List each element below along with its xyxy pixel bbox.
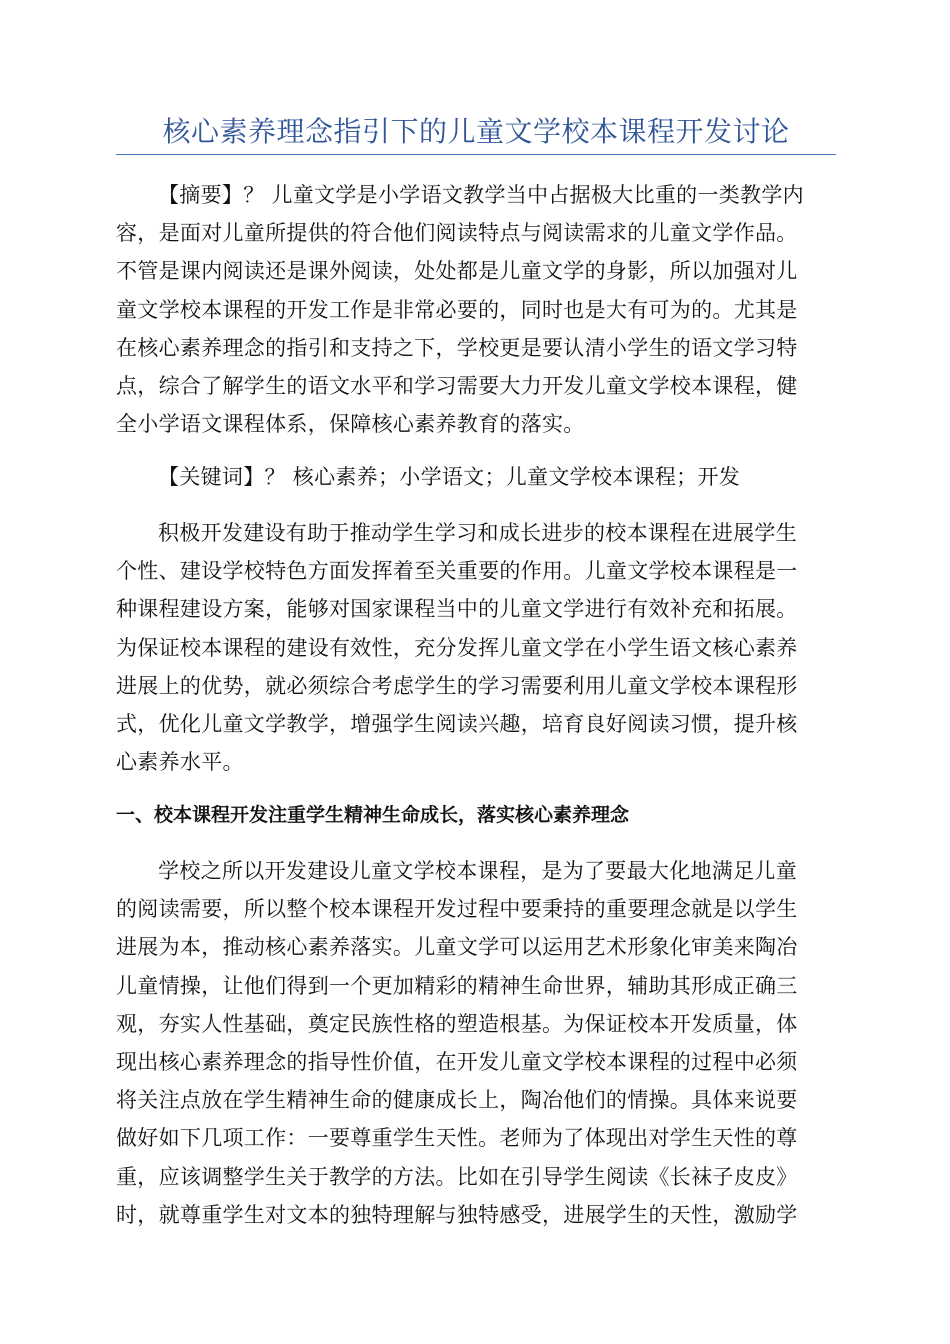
section1-line: 时，就尊重学生对文本的独特理解与独特感受，进展学生的天性，激励学 (116, 1202, 798, 1227)
keywords-line: 【关键词】？ 核心素养；小学语文；儿童文学校本课程；开发 (158, 465, 741, 489)
document-title: 核心素养理念指引下的儿童文学校本课程开发讨论 (162, 115, 790, 148)
intro-line: 进展上的优势，就必须综合考虑学生的学习需要利用儿童文学校本课程形 (116, 673, 798, 698)
abstract-line: 点，综合了解学生的语文水平和学习需要大力开发儿童文学校本课程，健 (116, 374, 798, 399)
intro-line: 为保证校本课程的建设有效性，充分发挥儿童文学在小学生语文核心素养 (116, 635, 798, 660)
section1-line: 观，夯实人性基础，奠定民族性格的塑造根基。为保证校本开发质量，体 (116, 1011, 798, 1036)
intro-line: 式，优化儿童文学教学，增强学生阅读兴趣，培育良好阅读习惯，提升核 (116, 712, 798, 737)
section1-line: 进展为本，推动核心素养落实。儿童文学可以运用艺术形象化审美来陶冶 (116, 935, 798, 960)
section1-line: 的阅读需要，所以整个校本课程开发过程中要秉持的重要理念就是以学生 (116, 897, 798, 922)
abstract-paragraph (116, 176, 836, 443)
title-underline (116, 154, 836, 155)
intro-line: 心素养水平。 (116, 750, 244, 775)
section1-paragraph (116, 852, 836, 1234)
intro-paragraph (116, 514, 836, 781)
section1-line: 儿童情操，让他们得到一个更加精彩的精神生命世界，辅助其形成正确三 (116, 973, 798, 998)
abstract-line: 不管是课内阅读还是课外阅读，处处都是儿童文学的身影，所以加强对儿 (116, 259, 798, 284)
abstract-line: 容，是面对儿童所提供的符合他们阅读特点与阅读需求的儿童文学作品。 (116, 221, 798, 246)
section1-line: 将关注点放在学生精神生命的健康成长上，陶冶他们的情操。具体来说要 (116, 1088, 798, 1113)
intro-line: 积极开发建设有助于推动学生学习和成长进步的校本课程在进展学生 (158, 521, 797, 545)
abstract-line: 在核心素养理念的指引和支持之下，学校更是要认清小学生的语文学习特 (116, 335, 798, 360)
abstract-line: 童文学校本课程的开发工作是非常必要的，同时也是大有可为的。尤其是 (116, 297, 798, 322)
section1-line: 做好如下几项工作：一要尊重学生天性。老师为了体现出对学生天性的尊 (116, 1126, 798, 1151)
keywords-paragraph (116, 458, 836, 496)
section1-line: 学校之所以开发建设儿童文学校本课程，是为了要最大化地满足儿童 (158, 859, 797, 883)
section-heading: 一、校本课程开发注重学生精神生命成长，落实核心素养理念 (116, 804, 630, 826)
section1-line: 重，应该调整学生关于教学的方法。比如在引导学生阅读《长袜子皮皮》 (116, 1164, 798, 1189)
abstract-line: 【摘要】？ 儿童文学是小学语文教学当中占据极大比重的一类教学内 (158, 183, 804, 207)
section1-line: 现出核心素养理念的指导性价值，在开发儿童文学校本课程的过程中必须 (116, 1050, 798, 1075)
intro-line: 个性、建设学校特色方面发挥着至关重要的作用。儿童文学校本课程是一 (116, 559, 798, 584)
abstract-line: 全小学语文课程体系，保障核心素养教育的落实。 (116, 412, 585, 437)
intro-line: 种课程建设方案，能够对国家课程当中的儿童文学进行有效补充和拓展。 (116, 597, 798, 622)
